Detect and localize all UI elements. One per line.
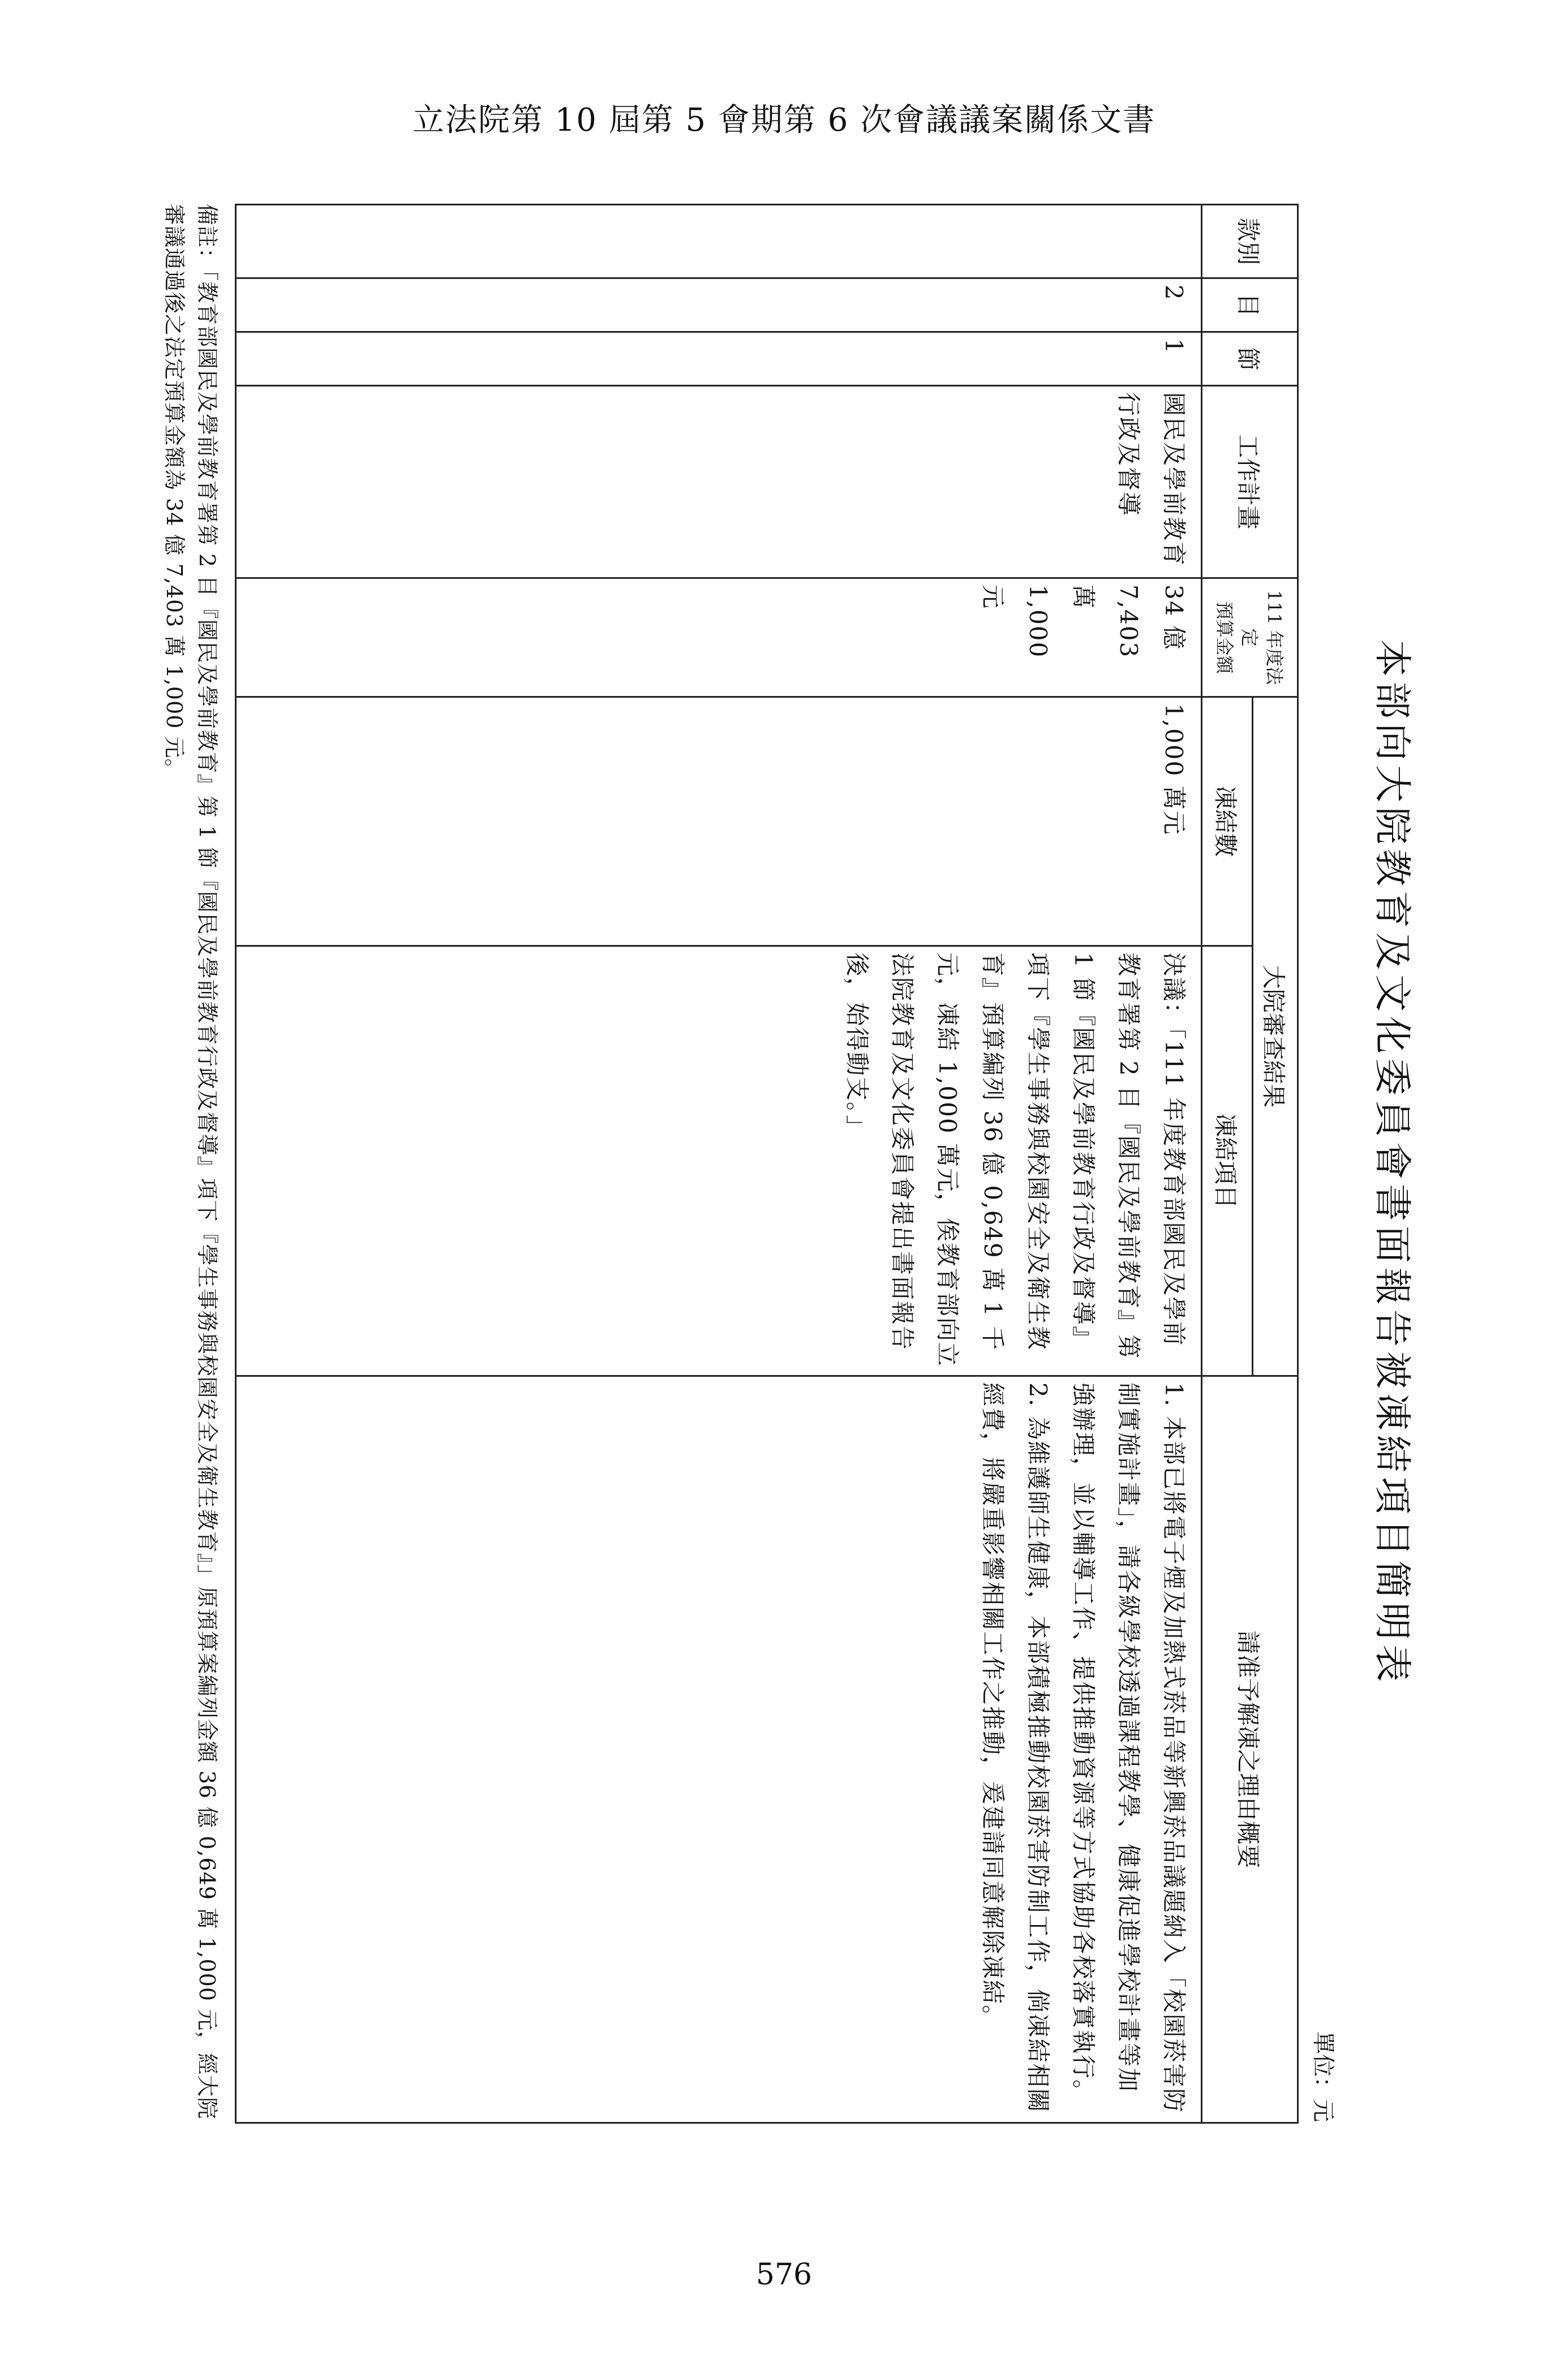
cell-kuan xyxy=(236,205,1202,278)
header-jie: 節 xyxy=(1202,332,1298,386)
table-title: 本部向大院教育及文化委員會書面報告被凍結項目簡明表 xyxy=(1371,639,1414,1686)
header-plan: 工作計畫 xyxy=(1202,386,1298,578)
unit-label: 單位：元 xyxy=(1310,2031,1336,2122)
header-reason: 請准予解凍之理由概要 xyxy=(1202,1376,1298,2123)
cell-plan: 國民及學前教育行政及督導 xyxy=(236,386,1202,578)
header-budget-line2: 預算金額 xyxy=(1214,601,1236,674)
document-header: 立法院第 10 屆第 5 會期第 6 次會議議案關係文書 xyxy=(412,102,1156,139)
header-budget-line1: 111 年度法定 xyxy=(1239,590,1286,685)
cell-jie: 1 xyxy=(236,332,1202,386)
cell-mu: 2 xyxy=(236,278,1202,332)
header-budget xyxy=(1202,578,1298,697)
header-mu: 目 xyxy=(1202,278,1298,332)
frozen-items-table xyxy=(235,204,1299,2124)
reason-item-2: 2. 為維護師生健康，本部積極推動校園菸害防制工作，倘凍結相關經費，將嚴重影響相關工作之推動，爰建請同意解除凍結。 xyxy=(979,1382,1052,2113)
table-row xyxy=(236,205,1202,2123)
rotated-table-page xyxy=(150,204,1417,2122)
header-review: 大院審查結果 xyxy=(1253,697,1298,1376)
cell-frozen-amount: 1,000 萬元 xyxy=(236,697,1202,946)
reason-item-1: 1. 本部已將電子煙及加熱式菸品等新興菸品議題納入「校園菸害防制實施計畫」，請各級學校透過課程教學、健康促進學校計畫等加強辦理，並以輔導工作、提供推動資源等方式協助各校落實執行。 xyxy=(1069,1382,1188,2113)
header-kuan: 款別 xyxy=(1202,205,1298,278)
header-frozen-item: 凍結項目 xyxy=(1202,946,1253,1376)
footnote: 備註：「教育部國民及學前教育署第 2 目『國民及學前教育』第 1 節『國民及學前教育行政及督導』項下『學生事務與校園安全及衛生教育』」原預算案編列金額 36 億 0,649 萬 1,000 元，經大院審議通過後之法定預算金額為 34 億 7,403 萬 1,000 元。 xyxy=(162,204,220,2120)
cell-reason xyxy=(236,1376,1202,2123)
header-frozen-amount: 凍結數 xyxy=(1202,697,1253,946)
page-number: 576 xyxy=(755,2258,813,2292)
cell-budget: 34 億 7,403 萬 1,000 元 xyxy=(236,578,1202,697)
cell-frozen-item: 決議：「111 年度教育部國民及學前教育署第 2 目『國民及學前教育』第 1 節『國民及學前教育行政及督導』項下『學生事務與校園安全及衛生教育』預算編列 36 億 0,649 萬 1 千元，凍結 1,000 萬元，俟教育部向立法院教育及文化委員會提出書面報告後，始得動支。」 xyxy=(236,946,1202,1376)
